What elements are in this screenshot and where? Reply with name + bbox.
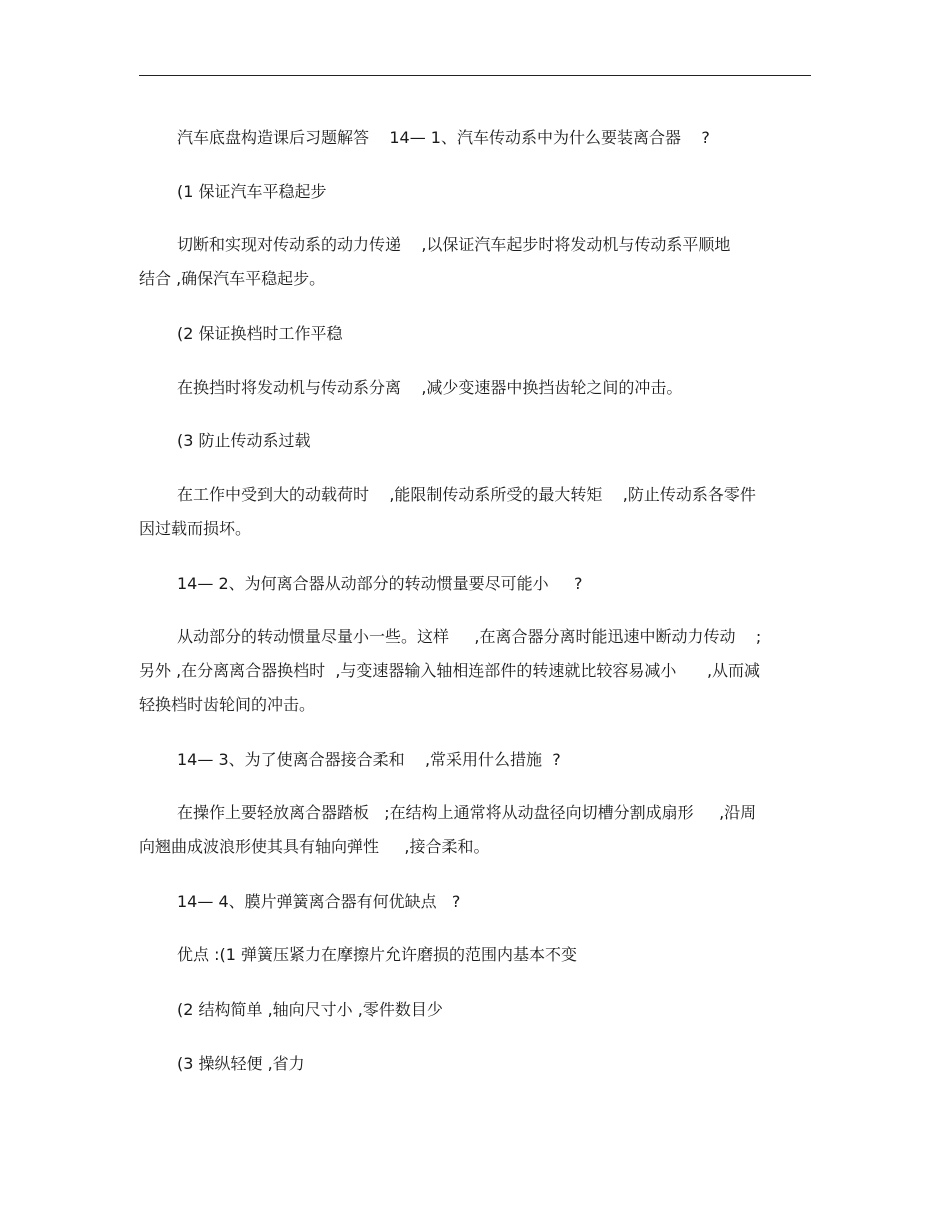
answer-point-2-heading: (2 保证换档时工作平稳 (177, 324, 343, 343)
answer-text-line: 在操作上要轻放离合器踏板 ;在结构上通常将从动盘径向切槽分割成扇形 ,沿周 (177, 803, 757, 822)
advantages-point-2: (2 结构简单 ,轴向尺寸小 ,零件数目少 (177, 1000, 443, 1019)
answer-text-line: 另外 ,在分离离合器换档时 ,与变速器输入轴相连部件的转速就比较容易减小 ,从而减 (139, 661, 761, 680)
answer-text-line: 在工作中受到大的动载荷时 ,能限制传动系所受的最大转矩 ,防止传动系各零件 (177, 485, 756, 504)
answer-point-3-heading: (3 防止传动系过载 (177, 431, 311, 450)
header-rule (139, 75, 811, 76)
answer-text-line: 切断和实现对传动系的动力传递 ,以保证汽车起步时将发动机与传动系平顺地 (177, 235, 731, 254)
answer-text-line: 因过载而损坏。 (139, 519, 252, 538)
answer-text-line: 结合 ,确保汽车平稳起步。 (139, 269, 326, 288)
answer-text-line: 向翘曲成波浪形使其具有轴向弹性 ,接合柔和。 (139, 837, 490, 856)
question-14-3: 14— 3、为了使离合器接合柔和 ,常采用什么措施 ? (177, 750, 561, 769)
answer-text-line: 轻换档时齿轮间的冲击。 (139, 695, 316, 714)
question-14-2: 14— 2、为何离合器从动部分的转动惯量要尽可能小 ? (177, 574, 583, 593)
advantages-point-1: 优点 :(1 弹簧压紧力在摩擦片允许磨损的范围内基本不变 (177, 945, 577, 964)
answer-text-line: 从动部分的转动惯量尽量小一些。这样 ,在离合器分离时能迅速中断动力传动 ; (177, 627, 762, 646)
doc-title-question-14-1: 汽车底盘构造课后习题解答 14— 1、汽车传动系中为什么要装离合器 ? (177, 128, 710, 147)
answer-text-line: 在换挡时将发动机与传动系分离 ,减少变速器中换挡齿轮之间的冲击。 (177, 378, 683, 397)
advantages-point-3: (3 操纵轻便 ,省力 (177, 1054, 305, 1073)
question-14-4: 14— 4、膜片弹簧离合器有何优缺点 ? (177, 892, 461, 911)
answer-point-1-heading: (1 保证汽车平稳起步 (177, 182, 327, 201)
